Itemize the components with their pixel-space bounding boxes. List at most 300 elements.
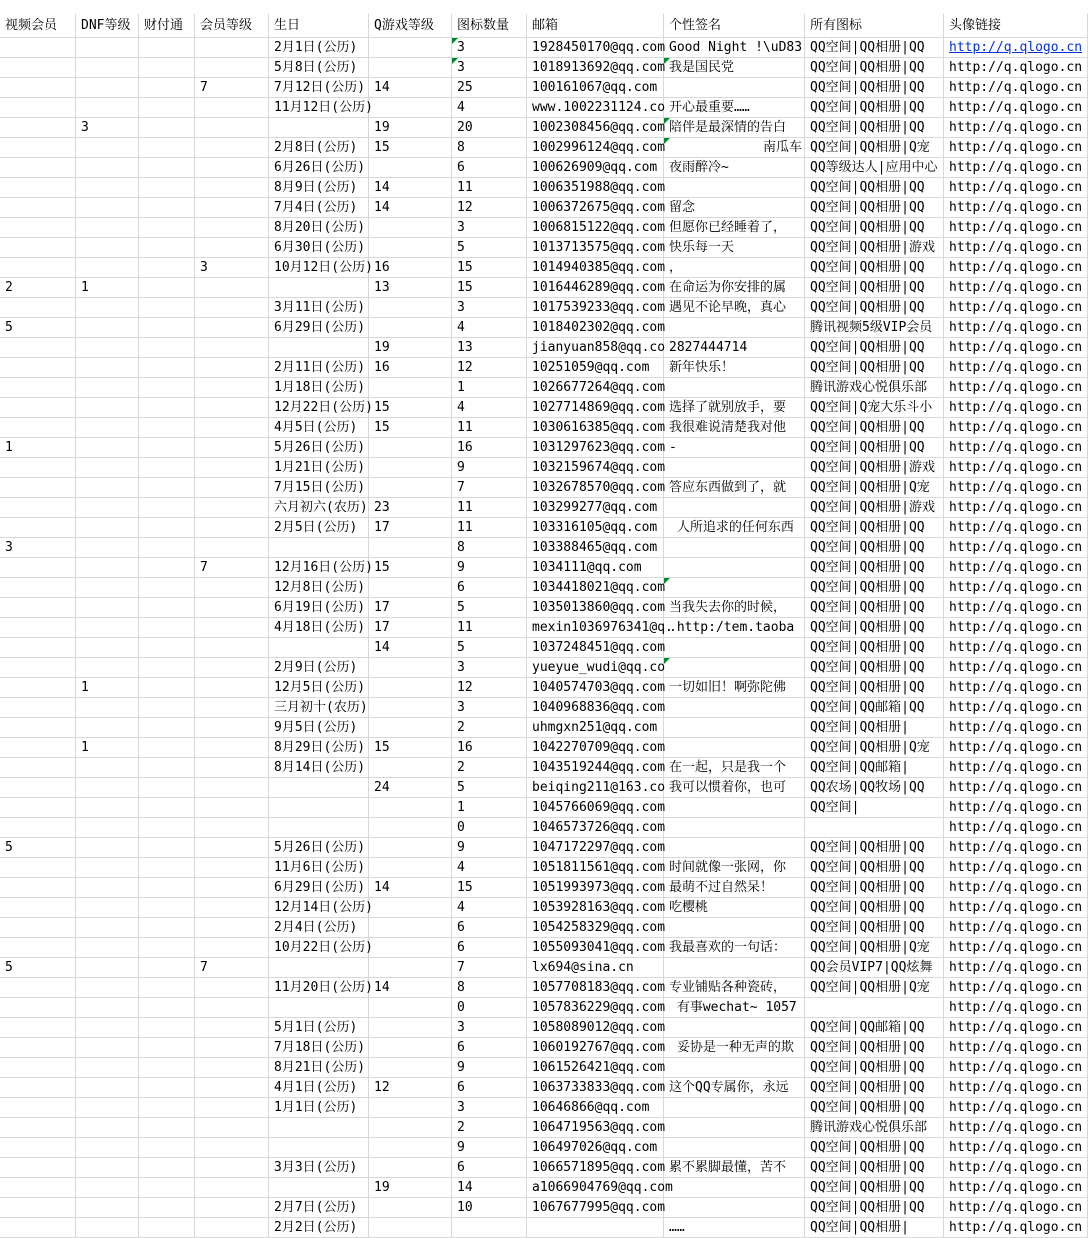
cell-signature[interactable]: 我是国民党 xyxy=(664,58,805,78)
cell-tenpay[interactable] xyxy=(139,578,195,598)
cell-video-vip[interactable] xyxy=(0,58,76,78)
cell-qgame-level[interactable] xyxy=(369,58,452,78)
cell-all-icons[interactable] xyxy=(805,998,944,1018)
cell-tenpay[interactable] xyxy=(139,118,195,138)
cell-all-icons[interactable]: QQ空间|QQ相册|Q宠 xyxy=(805,978,944,998)
cell-video-vip[interactable] xyxy=(0,1018,76,1038)
cell-qgame-level[interactable]: 15 xyxy=(369,558,452,578)
cell-video-vip[interactable] xyxy=(0,1058,76,1078)
cell-email[interactable]: 1064719563@qq.com xyxy=(527,1118,664,1138)
cell-vip-level[interactable] xyxy=(195,58,269,78)
column-header-signature[interactable]: 个性签名 xyxy=(664,14,805,38)
cell-signature[interactable] xyxy=(664,1018,805,1038)
cell-dnf-level[interactable] xyxy=(76,1178,139,1198)
cell-vip-level[interactable] xyxy=(195,1178,269,1198)
cell-tenpay[interactable] xyxy=(139,558,195,578)
cell-vip-level[interactable] xyxy=(195,1018,269,1038)
cell-all-icons[interactable]: 腾讯视频5级VIP会员 xyxy=(805,318,944,338)
cell-icon-count[interactable]: 8 xyxy=(452,138,527,158)
cell-all-icons[interactable]: QQ空间|QQ相册|QQ xyxy=(805,1158,944,1178)
cell-icon-count[interactable]: 12 xyxy=(452,198,527,218)
cell-video-vip[interactable] xyxy=(0,718,76,738)
column-header-icon-count[interactable]: 图标数量 xyxy=(452,14,527,38)
cell-email[interactable]: 103316105@qq.com xyxy=(527,518,664,538)
cell-signature[interactable]: - xyxy=(664,438,805,458)
cell-vip-level[interactable] xyxy=(195,118,269,138)
cell-avatar-url[interactable]: http://q.qlogo.cn xyxy=(944,438,1088,458)
cell-qgame-level[interactable]: 19 xyxy=(369,1178,452,1198)
cell-all-icons[interactable]: QQ空间|QQ相册|QQ xyxy=(805,38,944,58)
cell-signature[interactable] xyxy=(664,1098,805,1118)
cell-dnf-level[interactable] xyxy=(76,1198,139,1218)
cell-video-vip[interactable] xyxy=(0,498,76,518)
cell-dnf-level[interactable]: 1 xyxy=(76,678,139,698)
cell-signature[interactable]: 我很难说清楚我对他 xyxy=(664,418,805,438)
cell-video-vip[interactable] xyxy=(0,698,76,718)
cell-vip-level[interactable] xyxy=(195,418,269,438)
cell-email[interactable]: beiqing211@163.co xyxy=(527,778,664,798)
cell-avatar-url[interactable]: http://q.qlogo.cn xyxy=(944,478,1088,498)
cell-birthday[interactable] xyxy=(269,118,369,138)
cell-signature[interactable]: 选择了就别放手，要 xyxy=(664,398,805,418)
cell-icon-count[interactable]: 0 xyxy=(452,998,527,1018)
cell-birthday[interactable]: 7月4日(公历) xyxy=(269,198,369,218)
cell-email[interactable]: 1060192767@qq.com xyxy=(527,1038,664,1058)
cell-tenpay[interactable] xyxy=(139,758,195,778)
cell-avatar-url[interactable] xyxy=(944,38,1088,58)
cell-vip-level[interactable] xyxy=(195,798,269,818)
cell-avatar-url[interactable]: http://q.qlogo.cn xyxy=(944,818,1088,838)
cell-dnf-level[interactable] xyxy=(76,418,139,438)
cell-vip-level[interactable] xyxy=(195,298,269,318)
cell-signature[interactable]: 累不累脚最懂，苦不 xyxy=(664,1158,805,1178)
cell-vip-level[interactable] xyxy=(195,978,269,998)
cell-all-icons[interactable]: QQ空间|QQ邮箱| xyxy=(805,758,944,778)
cell-avatar-url[interactable]: http://q.qlogo.cn xyxy=(944,1038,1088,1058)
cell-all-icons[interactable]: QQ空间|QQ相册|QQ xyxy=(805,678,944,698)
cell-video-vip[interactable] xyxy=(0,1218,76,1238)
cell-signature[interactable]: 快乐每一天 xyxy=(664,238,805,258)
cell-birthday[interactable]: 6月19日(公历) xyxy=(269,598,369,618)
cell-birthday[interactable]: 6月29日(公历) xyxy=(269,318,369,338)
cell-birthday[interactable]: 11月20日(公历) xyxy=(269,978,369,998)
cell-signature[interactable]: 2827444714 xyxy=(664,338,805,358)
cell-tenpay[interactable] xyxy=(139,918,195,938)
cell-vip-level[interactable] xyxy=(195,1158,269,1178)
cell-birthday[interactable]: 6月30日(公历) xyxy=(269,238,369,258)
cell-tenpay[interactable] xyxy=(139,478,195,498)
cell-all-icons[interactable]: QQ空间|QQ相册|QQ xyxy=(805,178,944,198)
cell-tenpay[interactable] xyxy=(139,638,195,658)
cell-birthday[interactable] xyxy=(269,958,369,978)
cell-birthday[interactable]: 2月9日(公历) xyxy=(269,658,369,678)
cell-email[interactable]: 1035013860@qq.com xyxy=(527,598,664,618)
cell-all-icons[interactable]: QQ空间|QQ相册|QQ xyxy=(805,58,944,78)
cell-avatar-url[interactable]: http://q.qlogo.cn xyxy=(944,1118,1088,1138)
cell-email[interactable]: 1040574703@qq.com xyxy=(527,678,664,698)
cell-email[interactable]: 1006815122@qq.com xyxy=(527,218,664,238)
cell-vip-level[interactable] xyxy=(195,38,269,58)
cell-qgame-level[interactable] xyxy=(369,578,452,598)
cell-avatar-url[interactable]: http://q.qlogo.cn xyxy=(944,738,1088,758)
cell-all-icons[interactable]: QQ空间|QQ相册|QQ xyxy=(805,218,944,238)
cell-birthday[interactable] xyxy=(269,538,369,558)
cell-birthday[interactable]: 8月29日(公历) xyxy=(269,738,369,758)
cell-dnf-level[interactable] xyxy=(76,638,139,658)
cell-icon-count[interactable]: 3 xyxy=(452,218,527,238)
cell-icon-count[interactable]: 6 xyxy=(452,918,527,938)
cell-signature[interactable]: 留念 xyxy=(664,198,805,218)
cell-video-vip[interactable] xyxy=(0,798,76,818)
cell-vip-level[interactable] xyxy=(195,858,269,878)
cell-tenpay[interactable] xyxy=(139,598,195,618)
cell-all-icons[interactable]: QQ空间|QQ相册|Q宠 xyxy=(805,938,944,958)
cell-tenpay[interactable] xyxy=(139,78,195,98)
cell-signature[interactable] xyxy=(664,838,805,858)
cell-avatar-url[interactable]: http://q.qlogo.cn xyxy=(944,58,1088,78)
cell-icon-count[interactable]: 20 xyxy=(452,118,527,138)
cell-signature[interactable]: 答应东西做到了，就 xyxy=(664,478,805,498)
cell-avatar-url[interactable]: http://q.qlogo.cn xyxy=(944,158,1088,178)
cell-birthday[interactable] xyxy=(269,338,369,358)
cell-birthday[interactable]: 2月8日(公历) xyxy=(269,138,369,158)
cell-dnf-level[interactable] xyxy=(76,378,139,398)
cell-email[interactable]: 1018913692@qq.com xyxy=(527,58,664,78)
cell-email[interactable]: 1032159674@qq.com xyxy=(527,458,664,478)
cell-signature[interactable]: 最萌不过自然呆！ xyxy=(664,878,805,898)
cell-all-icons[interactable]: QQ空间|QQ相册| xyxy=(805,718,944,738)
cell-icon-count[interactable]: 13 xyxy=(452,338,527,358)
cell-avatar-url[interactable]: http://q.qlogo.cn xyxy=(944,638,1088,658)
cell-icon-count[interactable]: 9 xyxy=(452,558,527,578)
cell-video-vip[interactable] xyxy=(0,1158,76,1178)
cell-video-vip[interactable] xyxy=(0,918,76,938)
cell-vip-level[interactable] xyxy=(195,1058,269,1078)
cell-email[interactable]: 1040968836@qq.com xyxy=(527,698,664,718)
cell-tenpay[interactable] xyxy=(139,1198,195,1218)
cell-all-icons[interactable]: 腾讯游戏心悦俱乐部 xyxy=(805,378,944,398)
cell-avatar-url[interactable]: http://q.qlogo.cn xyxy=(944,998,1088,1018)
cell-video-vip[interactable] xyxy=(0,238,76,258)
cell-signature[interactable]: 当我失去你的时候， xyxy=(664,598,805,618)
cell-qgame-level[interactable] xyxy=(369,458,452,478)
cell-email[interactable]: 1014940385@qq.com xyxy=(527,258,664,278)
cell-birthday[interactable] xyxy=(269,638,369,658)
cell-icon-count[interactable]: 15 xyxy=(452,258,527,278)
cell-video-vip[interactable] xyxy=(0,118,76,138)
cell-dnf-level[interactable] xyxy=(76,698,139,718)
cell-tenpay[interactable] xyxy=(139,1118,195,1138)
cell-signature[interactable]: 有事wechat~ 1057 xyxy=(664,998,805,1018)
cell-signature[interactable] xyxy=(664,378,805,398)
cell-icon-count[interactable]: 2 xyxy=(452,1118,527,1138)
cell-icon-count[interactable]: 15 xyxy=(452,278,527,298)
cell-birthday[interactable]: 7月15日(公历) xyxy=(269,478,369,498)
cell-dnf-level[interactable] xyxy=(76,558,139,578)
cell-tenpay[interactable] xyxy=(139,958,195,978)
cell-email[interactable]: 103299277@qq.com xyxy=(527,498,664,518)
cell-signature[interactable] xyxy=(664,638,805,658)
cell-qgame-level[interactable]: 14 xyxy=(369,878,452,898)
cell-icon-count[interactable]: 3 xyxy=(452,1018,527,1038)
cell-icon-count[interactable]: 4 xyxy=(452,898,527,918)
cell-vip-level[interactable] xyxy=(195,818,269,838)
cell-email[interactable]: 1057836229@qq.com xyxy=(527,998,664,1018)
cell-qgame-level[interactable] xyxy=(369,238,452,258)
cell-dnf-level[interactable] xyxy=(76,498,139,518)
cell-vip-level[interactable] xyxy=(195,718,269,738)
cell-birthday[interactable]: 5月26日(公历) xyxy=(269,838,369,858)
cell-vip-level[interactable] xyxy=(195,778,269,798)
cell-avatar-url[interactable]: http://q.qlogo.cn xyxy=(944,1178,1088,1198)
cell-tenpay[interactable] xyxy=(139,1038,195,1058)
cell-video-vip[interactable] xyxy=(0,858,76,878)
cell-avatar-url[interactable]: http://q.qlogo.cn xyxy=(944,298,1088,318)
cell-video-vip[interactable] xyxy=(0,898,76,918)
cell-tenpay[interactable] xyxy=(139,58,195,78)
cell-qgame-level[interactable] xyxy=(369,1058,452,1078)
cell-avatar-url[interactable]: http://q.qlogo.cn xyxy=(944,538,1088,558)
cell-avatar-url[interactable]: http://q.qlogo.cn xyxy=(944,378,1088,398)
column-header-birthday[interactable]: 生日 xyxy=(269,14,369,38)
cell-avatar-url[interactable]: http://q.qlogo.cn xyxy=(944,358,1088,378)
cell-email[interactable]: 1031297623@qq.com xyxy=(527,438,664,458)
cell-avatar-url[interactable]: http://q.qlogo.cn xyxy=(944,118,1088,138)
cell-birthday[interactable]: 4月1日(公历) xyxy=(269,1078,369,1098)
cell-avatar-url[interactable]: http://q.qlogo.cn xyxy=(944,458,1088,478)
cell-all-icons[interactable]: QQ空间|QQ相册|QQ xyxy=(805,298,944,318)
cell-avatar-url[interactable]: http://q.qlogo.cn xyxy=(944,258,1088,278)
cell-video-vip[interactable] xyxy=(0,518,76,538)
cell-email[interactable]: 1034418021@qq.com xyxy=(527,578,664,598)
cell-dnf-level[interactable]: 1 xyxy=(76,278,139,298)
cell-tenpay[interactable] xyxy=(139,858,195,878)
cell-qgame-level[interactable]: 13 xyxy=(369,278,452,298)
cell-email[interactable]: 1006372675@qq.com xyxy=(527,198,664,218)
cell-vip-level[interactable] xyxy=(195,938,269,958)
cell-signature[interactable]: 时间就像一张网，你 xyxy=(664,858,805,878)
cell-tenpay[interactable] xyxy=(139,198,195,218)
cell-email[interactable]: 1037248451@qq.com xyxy=(527,638,664,658)
cell-birthday[interactable]: 11月6日(公历) xyxy=(269,858,369,878)
cell-email[interactable]: 10251059@qq.com xyxy=(527,358,664,378)
cell-avatar-url[interactable]: http://q.qlogo.cn xyxy=(944,218,1088,238)
cell-avatar-url[interactable]: http://q.qlogo.cn xyxy=(944,938,1088,958)
cell-email[interactable]: www.1002231124.co xyxy=(527,98,664,118)
cell-qgame-level[interactable]: 23 xyxy=(369,498,452,518)
cell-icon-count[interactable]: 16 xyxy=(452,438,527,458)
cell-avatar-url[interactable]: http://q.qlogo.cn xyxy=(944,78,1088,98)
cell-all-icons[interactable]: QQ会员VIP7|QQ炫舞 xyxy=(805,958,944,978)
cell-birthday[interactable]: 11月12日(公历) xyxy=(269,98,369,118)
cell-birthday[interactable]: 2月7日(公历) xyxy=(269,1198,369,1218)
cell-email[interactable]: 1063733833@qq.com xyxy=(527,1078,664,1098)
cell-dnf-level[interactable] xyxy=(76,198,139,218)
cell-vip-level[interactable] xyxy=(195,738,269,758)
cell-dnf-level[interactable] xyxy=(76,878,139,898)
cell-email[interactable]: 1002308456@qq.com xyxy=(527,118,664,138)
cell-icon-count[interactable] xyxy=(452,1218,527,1238)
cell-avatar-url[interactable]: http://q.qlogo.cn xyxy=(944,178,1088,198)
cell-vip-level[interactable] xyxy=(195,578,269,598)
cell-video-vip[interactable] xyxy=(0,998,76,1018)
cell-video-vip[interactable] xyxy=(0,1138,76,1158)
cell-tenpay[interactable] xyxy=(139,1078,195,1098)
cell-all-icons[interactable]: QQ空间|QQ相册|QQ xyxy=(805,918,944,938)
column-header-dnf-level[interactable]: DNF等级 xyxy=(76,14,139,38)
cell-qgame-level[interactable] xyxy=(369,798,452,818)
cell-qgame-level[interactable] xyxy=(369,698,452,718)
cell-signature[interactable] xyxy=(664,658,805,678)
cell-qgame-level[interactable] xyxy=(369,318,452,338)
cell-qgame-level[interactable] xyxy=(369,658,452,678)
cell-all-icons[interactable]: QQ空间|QQ相册|QQ xyxy=(805,658,944,678)
cell-tenpay[interactable] xyxy=(139,998,195,1018)
cell-avatar-url[interactable]: http://q.qlogo.cn xyxy=(944,498,1088,518)
cell-icon-count[interactable]: 4 xyxy=(452,398,527,418)
cell-email[interactable]: 1018402302@qq.com xyxy=(527,318,664,338)
cell-icon-count[interactable]: 4 xyxy=(452,98,527,118)
cell-signature[interactable]: 开心最重要…… xyxy=(664,98,805,118)
cell-email[interactable]: 1047172297@qq.com xyxy=(527,838,664,858)
cell-tenpay[interactable] xyxy=(139,378,195,398)
cell-birthday[interactable] xyxy=(269,1118,369,1138)
cell-video-vip[interactable] xyxy=(0,778,76,798)
cell-all-icons[interactable]: QQ空间|QQ相册|QQ xyxy=(805,418,944,438)
cell-icon-count[interactable]: 14 xyxy=(452,1178,527,1198)
cell-qgame-level[interactable] xyxy=(369,1158,452,1178)
cell-email[interactable]: 1067677995@qq.com xyxy=(527,1198,664,1218)
cell-tenpay[interactable] xyxy=(139,218,195,238)
cell-dnf-level[interactable] xyxy=(76,918,139,938)
cell-qgame-level[interactable] xyxy=(369,1018,452,1038)
cell-dnf-level[interactable] xyxy=(76,1138,139,1158)
cell-tenpay[interactable] xyxy=(139,1158,195,1178)
cell-email[interactable]: 103388465@qq.com xyxy=(527,538,664,558)
cell-icon-count[interactable]: 12 xyxy=(452,358,527,378)
cell-video-vip[interactable] xyxy=(0,578,76,598)
cell-tenpay[interactable] xyxy=(139,518,195,538)
cell-avatar-url[interactable]: http://q.qlogo.cn xyxy=(944,278,1088,298)
cell-avatar-url[interactable]: http://q.qlogo.cn xyxy=(944,1218,1088,1238)
cell-avatar-url[interactable]: http://q.qlogo.cn xyxy=(944,598,1088,618)
cell-signature[interactable]: 在命运为你安排的属 xyxy=(664,278,805,298)
cell-signature[interactable] xyxy=(664,1138,805,1158)
cell-icon-count[interactable]: 3 xyxy=(452,38,527,58)
cell-birthday[interactable]: 三月初十(农历) xyxy=(269,698,369,718)
cell-video-vip[interactable] xyxy=(0,1078,76,1098)
cell-dnf-level[interactable] xyxy=(76,438,139,458)
cell-vip-level[interactable] xyxy=(195,538,269,558)
cell-avatar-url[interactable]: http://q.qlogo.cn xyxy=(944,338,1088,358)
cell-signature[interactable] xyxy=(664,318,805,338)
cell-vip-level[interactable] xyxy=(195,1218,269,1238)
cell-dnf-level[interactable] xyxy=(76,358,139,378)
cell-qgame-level[interactable]: 14 xyxy=(369,198,452,218)
cell-dnf-level[interactable] xyxy=(76,958,139,978)
cell-dnf-level[interactable] xyxy=(76,158,139,178)
cell-vip-level[interactable] xyxy=(195,138,269,158)
cell-icon-count[interactable]: 8 xyxy=(452,978,527,998)
cell-icon-count[interactable]: 15 xyxy=(452,878,527,898)
cell-email[interactable]: 1016446289@qq.com xyxy=(527,278,664,298)
cell-all-icons[interactable]: QQ空间|QQ相册|QQ xyxy=(805,1098,944,1118)
cell-email[interactable]: 1032678570@qq.com xyxy=(527,478,664,498)
cell-dnf-level[interactable] xyxy=(76,338,139,358)
cell-email[interactable]: 1042270709@qq.com xyxy=(527,738,664,758)
cell-video-vip[interactable] xyxy=(0,558,76,578)
cell-qgame-level[interactable]: 14 xyxy=(369,638,452,658)
cell-avatar-url[interactable]: http://q.qlogo.cn xyxy=(944,1138,1088,1158)
cell-tenpay[interactable] xyxy=(139,1018,195,1038)
cell-avatar-url[interactable]: http://q.qlogo.cn xyxy=(944,658,1088,678)
cell-birthday[interactable] xyxy=(269,778,369,798)
cell-all-icons[interactable]: 腾讯游戏心悦俱乐部 xyxy=(805,1118,944,1138)
cell-vip-level[interactable] xyxy=(195,1078,269,1098)
cell-dnf-level[interactable] xyxy=(76,1118,139,1138)
cell-icon-count[interactable]: 11 xyxy=(452,178,527,198)
cell-avatar-url[interactable]: http://q.qlogo.cn xyxy=(944,798,1088,818)
cell-tenpay[interactable] xyxy=(139,838,195,858)
cell-birthday[interactable]: 4月18日(公历) xyxy=(269,618,369,638)
cell-avatar-url[interactable]: http://q.qlogo.cn xyxy=(944,558,1088,578)
cell-qgame-level[interactable]: 17 xyxy=(369,598,452,618)
cell-vip-level[interactable] xyxy=(195,898,269,918)
cell-dnf-level[interactable] xyxy=(76,718,139,738)
cell-all-icons[interactable]: QQ农场|QQ牧场|QQ xyxy=(805,778,944,798)
cell-dnf-level[interactable]: 1 xyxy=(76,738,139,758)
cell-qgame-level[interactable] xyxy=(369,38,452,58)
cell-email[interactable]: 1043519244@qq.com xyxy=(527,758,664,778)
cell-dnf-level[interactable] xyxy=(76,938,139,958)
cell-video-vip[interactable] xyxy=(0,1118,76,1138)
cell-video-vip[interactable] xyxy=(0,618,76,638)
cell-birthday[interactable]: 2月2日(公历) xyxy=(269,1218,369,1238)
cell-video-vip[interactable]: 3 xyxy=(0,538,76,558)
cell-icon-count[interactable]: 3 xyxy=(452,658,527,678)
cell-signature[interactable] xyxy=(664,798,805,818)
cell-video-vip[interactable]: 1 xyxy=(0,438,76,458)
cell-vip-level[interactable] xyxy=(195,278,269,298)
cell-tenpay[interactable] xyxy=(139,278,195,298)
cell-tenpay[interactable] xyxy=(139,398,195,418)
avatar-link[interactable]: http://q.qlogo.cn xyxy=(949,40,1083,55)
cell-avatar-url[interactable]: http://q.qlogo.cn xyxy=(944,618,1088,638)
cell-tenpay[interactable] xyxy=(139,38,195,58)
cell-avatar-url[interactable]: http://q.qlogo.cn xyxy=(944,1158,1088,1178)
cell-video-vip[interactable] xyxy=(0,38,76,58)
cell-dnf-level[interactable] xyxy=(76,298,139,318)
cell-qgame-level[interactable] xyxy=(369,958,452,978)
cell-icon-count[interactable]: 0 xyxy=(452,818,527,838)
cell-vip-level[interactable] xyxy=(195,698,269,718)
column-header-tenpay[interactable]: 财付通 xyxy=(139,14,195,38)
cell-video-vip[interactable] xyxy=(0,1098,76,1118)
cell-icon-count[interactable]: 9 xyxy=(452,458,527,478)
cell-avatar-url[interactable]: http://q.qlogo.cn xyxy=(944,138,1088,158)
cell-email[interactable]: 1030616385@qq.com xyxy=(527,418,664,438)
cell-tenpay[interactable] xyxy=(139,778,195,798)
cell-avatar-url[interactable]: http://q.qlogo.cn xyxy=(944,698,1088,718)
cell-dnf-level[interactable] xyxy=(76,758,139,778)
cell-birthday[interactable]: 2月1日(公历) xyxy=(269,38,369,58)
cell-qgame-level[interactable]: 19 xyxy=(369,118,452,138)
cell-birthday[interactable]: 8月14日(公历) xyxy=(269,758,369,778)
cell-avatar-url[interactable]: http://q.qlogo.cn xyxy=(944,578,1088,598)
cell-signature[interactable]: 南瓜车 xyxy=(664,138,805,158)
cell-tenpay[interactable] xyxy=(139,438,195,458)
cell-qgame-level[interactable] xyxy=(369,838,452,858)
